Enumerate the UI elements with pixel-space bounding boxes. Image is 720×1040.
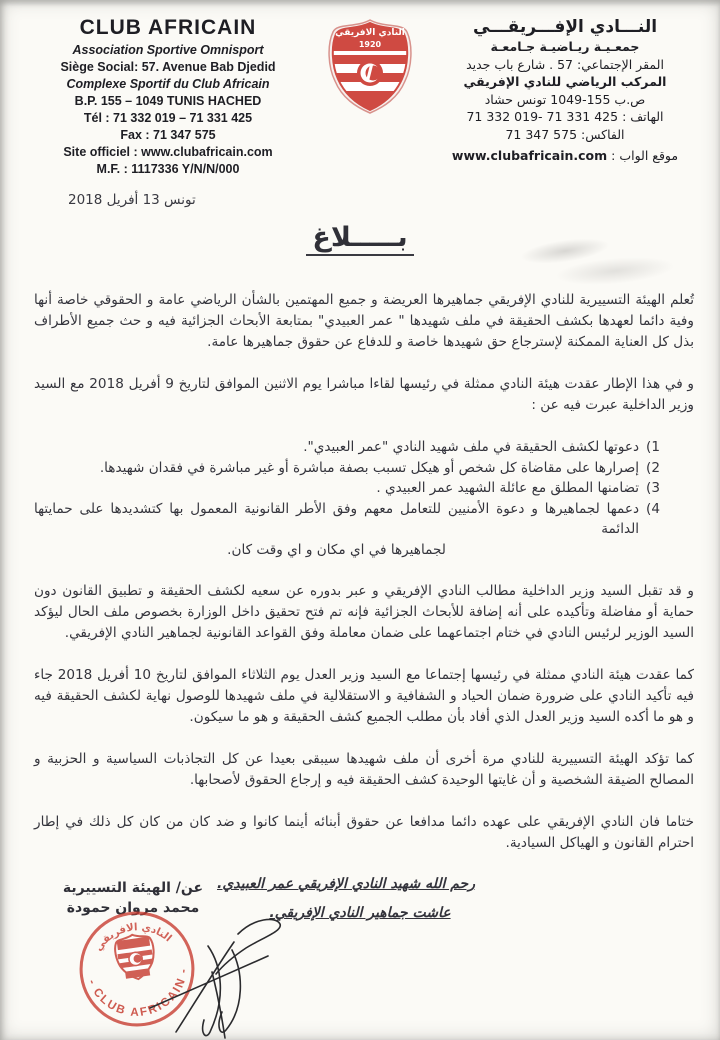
closing-blessing: رحم الله شهيد النادي الإفريقي عمر العبيدي. (217, 876, 475, 892)
list-item-text: تضامنها المطلق مع عائلة الشهيد عمر العبيدي . (376, 480, 640, 496)
signatory-name: محمد مروان حمودة (66, 900, 200, 916)
list-item-number: 3) (646, 480, 660, 496)
list-item-text-line1: دعمها لجماهيرها و دعوة الأمنيين للتعامل معهم وفق الأطر القانونية المعمول بها كتشديدها على حمايتها الدائمة (34, 500, 640, 537)
list-item-text (34, 499, 639, 561)
paragraph-minister-response: و قد تقبل السيد وزير الداخلية مطالب النادي الإفريقي و عبر بدوره عن سعيه لكشف الحقيقة و تطبيق القانون دون حماية أو مفاضلة وتأكيده على أنه إضافة للأبحاث الجزائية فإنه تم فتح تحقيق داخل الوزارة بخصوص ملف الحال ليؤكد السيد الوزير لرئيس النادي في ختام اجتماعهما على ضمان معاملة وفق القواعد القانونية لجماهير النادي الإفريقي. (34, 583, 694, 641)
po-box-line: B.P. 155 – 1049 TUNIS HACHED (74, 94, 262, 108)
website-line-fr: Site officiel : www.clubafricain.com (63, 145, 273, 159)
paragraph-justice-minister-meeting: كما عقدت هيئة النادي ممثلة في رئيسها إجتماعا مع السيد وزير العدل يوم الثلاثاء الموافق لتاريخ 10 أفريل 2018 جاء فيه تأكيد النادي على ضرورة ضمان الحياد و الشفافية و الاستقلالية في ملف شهيدها للوصول نهاية لكشف الحقيقة فيه و هو ما أكده السيد وزير العدل الذي أفاد بأن مطلب الجميع كشف الحقيقة و هو ما سيكون. (34, 667, 695, 725)
website-label: موقع الواب : (611, 148, 679, 163)
date-line: تونس 13 أفريل 2018 (68, 192, 196, 208)
address-line: Siège Social: 57. Avenue Bab Djedid (60, 60, 276, 74)
logo-arabic-name: النادي الافريقي (335, 28, 405, 38)
list-item-text: إصرارها على مقاضاة كل شخص أو هيكل تسبب بصفة مباشرة أو غير مباشرة في فقدان شهيدها. (99, 459, 640, 476)
list-item-text: دعوتها لكشف الحقيقة في ملف شهيد النادي "عمر العبيدي". (303, 439, 640, 455)
list-item (34, 478, 660, 499)
phone-line-fr: Tél : 71 332 019 – 71 331 425 (83, 111, 253, 125)
club-name-french: CLUB AFRICAIN (79, 16, 257, 39)
po-box-line-ar: ص.ب 155-1049 تونس حشاد (484, 91, 646, 107)
club-name-arabic: النـــادي الإفـــريقـــي (472, 17, 658, 37)
club-crest-icon (324, 18, 416, 114)
list-item-text-line2: لجماهيرها في اي مكان و اي وقت كان. (227, 541, 446, 558)
complex-line-ar: المركب الرياضي للنادي الإفريقي (463, 74, 667, 89)
list-item-number: 4) (646, 500, 660, 517)
fax-line-fr: Fax : 71 347 575 (120, 128, 216, 142)
complex-line: Complexe Sportif du Club Africain (66, 77, 270, 91)
signatory-role: عن/ الهيئة التسييرية (62, 880, 204, 896)
closing-salute: عاشت جماهير النادي الإفريقي. (269, 905, 451, 921)
list-item (34, 499, 660, 561)
communique-title (0, 222, 720, 256)
paragraph-interior-minister-meeting: و في هذا الإطار عقدت هيئة النادي ممثلة في رئيسها لقاءا مباشرا يوم الاثنين الموافق لتاريخ 9 أفريل 2018 مع السيد وزير الداخلية عبرت فيه عن : (34, 376, 694, 413)
list-item-number: 2) (646, 459, 660, 476)
list-item (34, 458, 660, 479)
letterhead-arabic (418, 16, 712, 165)
website-value: www.clubafricain.com (451, 148, 608, 163)
phone-value: 71 332 019- 71 331 425 (466, 109, 619, 124)
association-line: Association Sportive Omnisport (72, 43, 264, 57)
communique-body (0, 290, 720, 854)
paragraph-neutrality: كما تؤكد الهيئة التسييرية للنادي مرة أخرى أن ملف شهيدها سيبقى بعيدا عن كل التجاذبات السياسية و الحزبية و المصالح الضيقة الشخصية و أن غايتها الوحيدة كشف الحقيقة فيه و إرجاع الحقوق لأصحابها. (34, 751, 694, 788)
fax-value: 71 347 575 (505, 126, 578, 142)
website-line-ar (418, 147, 712, 165)
stamp-text-arabic: النادي الافريقي (93, 922, 174, 954)
communique-title-text: بـــــلاغ (306, 222, 413, 256)
fax-line-ar (418, 126, 712, 144)
paragraph-intro: تُعلم الهيئة التسييرية للنادي الإفريقي جماهيرها العريضة و جميع المهتمين بالشأن الرياضي عامة و الحقوقي خاصة أنها وفية دائما لعهدها بكشف الحقيقة في ملف شهيدها " عمر العبيدي" بمتابعة الأبحاث الجزائية فيه و حث جميع الأطراف بذل كل العناية الممكنة لإسترجاع حق شهيدها خاصة و للدفاع عن حقوق جماهيرها عامة. (34, 292, 694, 350)
phone-line-ar (418, 108, 712, 126)
demands-list (34, 437, 660, 560)
association-line-ar: جمعـيـة ريـاضيـة جـامعـة (490, 39, 640, 54)
club-logo (322, 16, 418, 114)
handwritten-signature (142, 912, 312, 1040)
fax-label: الفاكس: (581, 126, 625, 142)
list-item (34, 437, 660, 458)
letterhead-french (14, 16, 322, 178)
list-item-number: 1) (646, 439, 660, 455)
address-line-ar: المقر الإجتماعي: 57 . شارع باب جديد (466, 56, 664, 72)
logo-year: 1920 (358, 40, 382, 49)
stamp-text-latin: - CLUB AFRICAIN - (85, 966, 191, 1019)
paragraph-conclusion: ختاما فان النادي الإفريقي على عهده دائما مدافعا عن حقوق أبنائه أينما كانوا و ضد كان من كان كل ذلك في إطار احترام القانون و الهياكل السيادية. (34, 814, 694, 851)
phone-label: الهاتف : (622, 109, 664, 124)
tax-id-line: M.F. : 1117336 Y/N/N/000 (96, 162, 240, 176)
letterhead (0, 0, 720, 182)
